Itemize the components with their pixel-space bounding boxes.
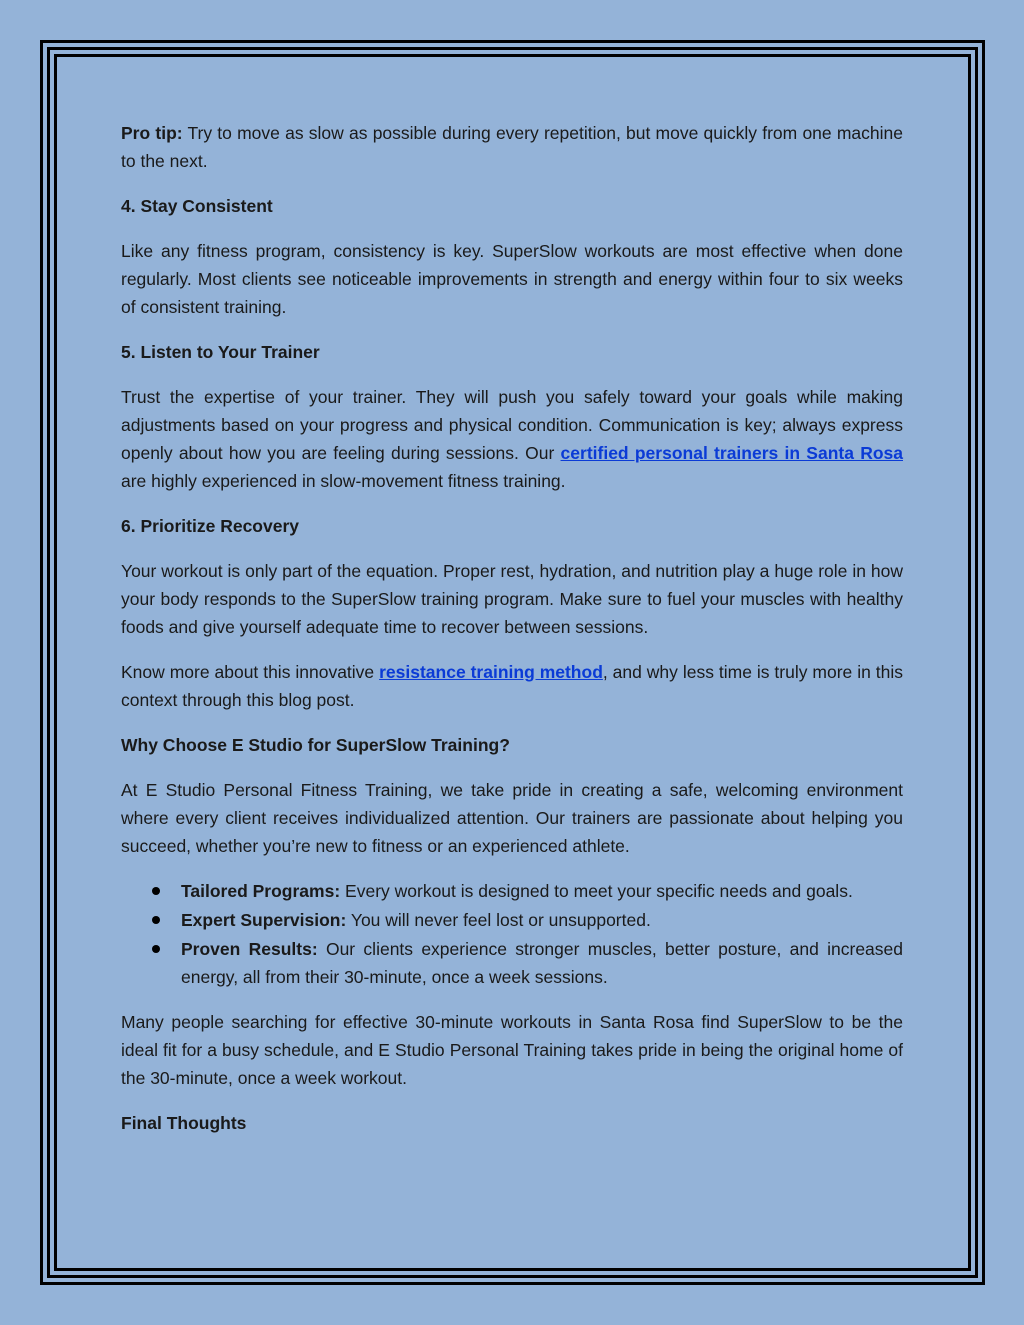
- list-item: [121, 906, 903, 934]
- list-item: [121, 877, 903, 905]
- why-choose-paragraph: At E Studio Personal Fitness Training, we take pride in creating a safe, welcoming environment where every client receives individualized attention. Our trainers are passionate about helping you succeed, whether you’re new to fitness or an experienced athlete.: [121, 780, 903, 856]
- listen-trainer-text-end: are highly experienced in slow-movement fitness training.: [121, 471, 566, 491]
- certified-trainers-link[interactable]: certified personal trainers in Santa Rosa: [560, 443, 903, 463]
- benefits-list: [121, 877, 903, 991]
- bullet-text: Our clients experience stronger muscles, better posture, and increased energy, all from their 30-minute, once a week sessions.: [181, 939, 903, 987]
- bullet-icon: [152, 887, 160, 895]
- section-heading-final-thoughts: Final Thoughts: [121, 1113, 247, 1133]
- bullet-icon: [152, 945, 160, 953]
- section-heading-why-choose: Why Choose E Studio for SuperSlow Training?: [121, 735, 510, 755]
- closing-paragraph: Many people searching for effective 30-minute workouts in Santa Rosa find SuperSlow to be the ideal fit for a busy schedule, and E Studio Personal Training takes pride in being the original home of the 30-minute, once a week workout.: [121, 1012, 903, 1088]
- pro-tip-text: Try to move as slow as possible during every repetition, but move quickly from one machine to the next.: [121, 123, 903, 171]
- know-more-text-end: , and why less time is truly more in this context through this blog post.: [121, 662, 903, 710]
- section-heading-prioritize-recovery: 6. Prioritize Recovery: [121, 516, 299, 536]
- list-item: [121, 935, 903, 991]
- prioritize-recovery-paragraph: Your workout is only part of the equation. Proper rest, hydration, and nutrition play a huge role in how your body responds to the SuperSlow training program. Make sure to fuel your muscles with healthy foods and give yourself adequate time to recover between sessions.: [121, 561, 903, 637]
- know-more-text: Know more about this innovative: [121, 662, 380, 682]
- bullet-icon: [152, 916, 160, 924]
- know-more-paragraph: [121, 658, 903, 714]
- pro-tip-label: Pro tip:: [121, 123, 183, 143]
- bullet-text: You will never feel lost or unsupported.: [346, 910, 651, 930]
- resistance-training-link[interactable]: resistance training method: [379, 662, 603, 682]
- listen-trainer-text: Trust the expertise of your trainer. They will push you safely toward your goals while making adjustments based on your progress and physical condition. Communication is key; always express openly about how you are feeling during sessions. Our: [121, 387, 903, 463]
- bullet-label: Expert Supervision:: [181, 910, 347, 930]
- section-heading-stay-consistent: 4. Stay Consistent: [121, 196, 273, 216]
- document-body: [121, 119, 903, 1154]
- section-heading-listen-trainer: 5. Listen to Your Trainer: [121, 342, 320, 362]
- listen-trainer-paragraph: [121, 383, 903, 495]
- bullet-label: Proven Results:: [181, 939, 318, 959]
- bullet-label: Tailored Programs:: [181, 881, 341, 901]
- pro-tip-paragraph: [121, 119, 903, 175]
- stay-consistent-paragraph: Like any fitness program, consistency is key. SuperSlow workouts are most effective when done regularly. Most clients see noticeable improvements in strength and energy within four to six weeks of consistent training.: [121, 241, 903, 317]
- bullet-text: Every workout is designed to meet your specific needs and goals.: [340, 881, 853, 901]
